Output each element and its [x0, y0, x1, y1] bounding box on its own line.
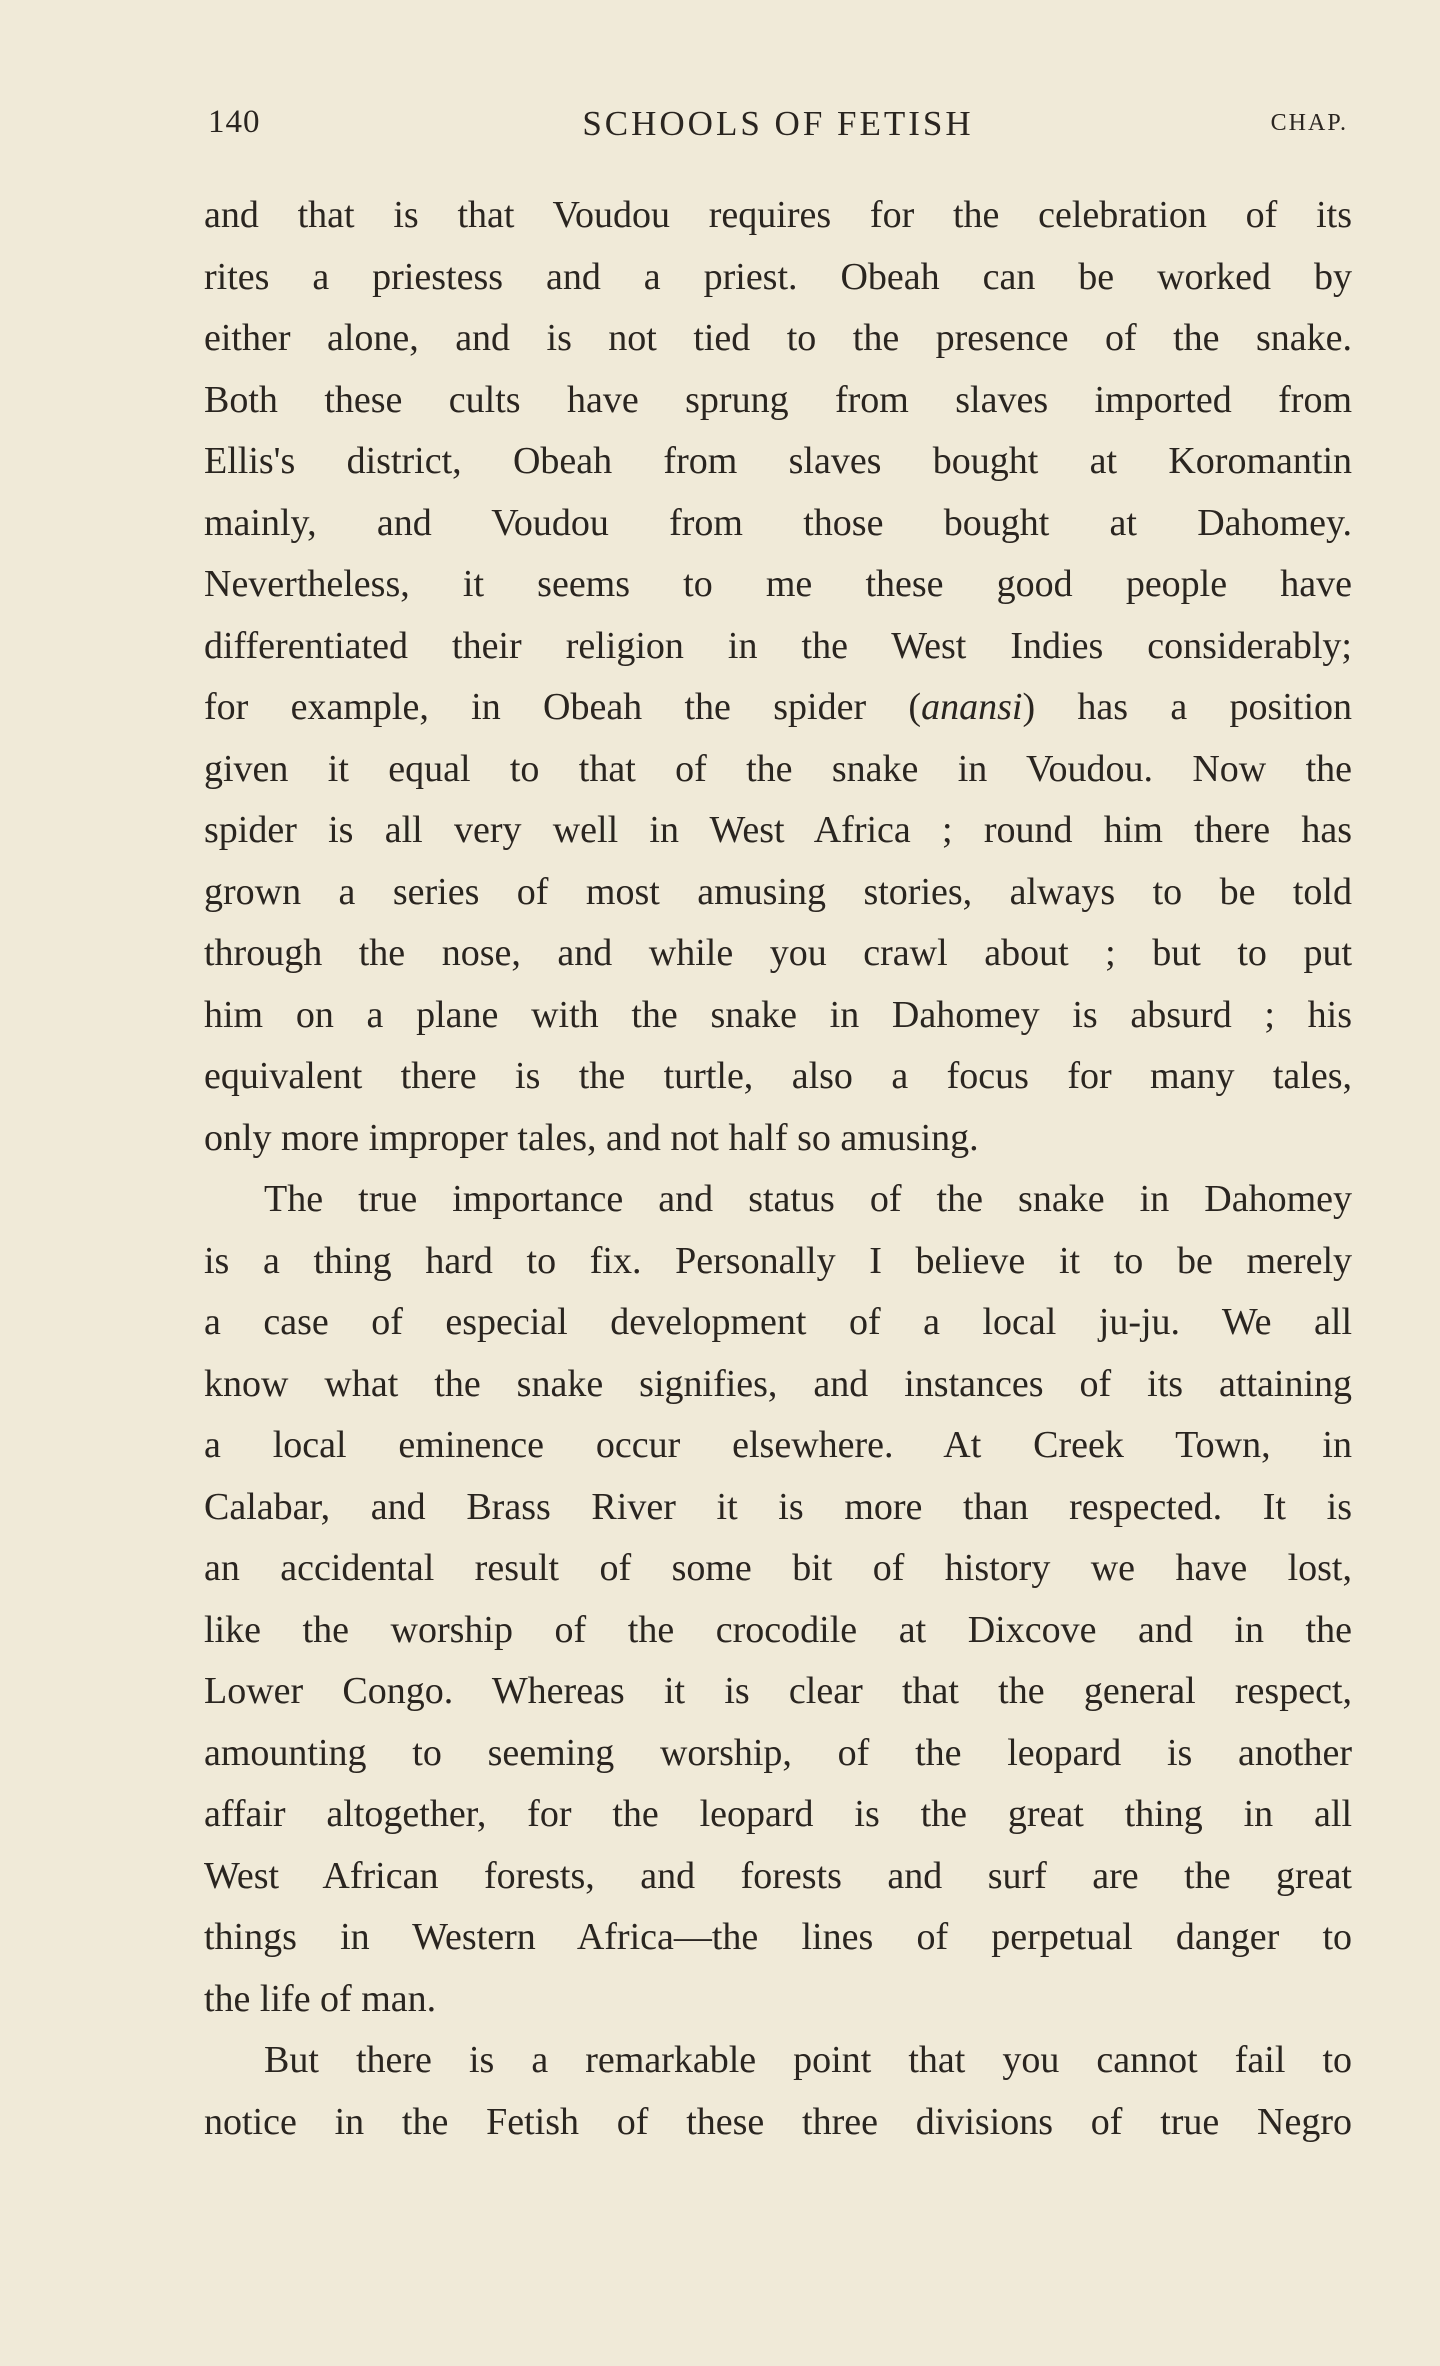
text-line: equivalent there is the turtle, also a focus for many tales,: [204, 1055, 1352, 1097]
text-line: spider is all very well in West Africa ; round him there has: [204, 809, 1352, 851]
text-line: things in Western Africa—the lines of perpetual danger to: [204, 1916, 1352, 1958]
body-text: [204, 185, 1352, 2153]
text-line: rites a priestess and a priest. Obeah can be worked by: [204, 255, 1352, 298]
page-number: 140: [208, 104, 261, 140]
text-line: is a thing hard to fix. Personally I believe it to be merely: [204, 1239, 1352, 1282]
text-line: [204, 677, 1352, 739]
text-line: know what the snake signifies, and instances of its attaining: [204, 1362, 1352, 1405]
text-line: West African forests, and forests and surf are the great: [204, 1854, 1352, 1897]
text-line: a case of especial development of a local ju-ju. We all: [204, 1301, 1352, 1343]
paragraph-start-line: The true importance and status of the snake in Dahomey: [264, 1178, 1352, 1220]
text-line: Nevertheless, it seems to me these good people have: [204, 563, 1352, 605]
text-line: only more improper tales, and not half so amusing.: [204, 1116, 979, 1159]
text-line: either alone, and is not tied to the presence of the snake.: [204, 317, 1352, 359]
italic-term: anansi: [921, 686, 1023, 728]
text-line: Both these cults have sprung from slaves imported from: [204, 378, 1352, 421]
text-line: grown a series of most amusing stories, always to be told: [204, 870, 1352, 913]
text-line: him on a plane with the snake in Dahomey is absurd ; his: [204, 993, 1352, 1036]
text-line: Calabar, and Brass River it is more than respected. It is: [204, 1485, 1352, 1528]
paragraph-start-line: But there is a remarkable point that you cannot fail to: [264, 2039, 1352, 2081]
text-segment: for example, in Obeah the spider (: [204, 686, 922, 728]
text-line: given it equal to that of the snake in Voudou. Now the: [204, 747, 1352, 790]
chapter-abbreviation: CHAP.: [1270, 110, 1348, 136]
text-line: an accidental result of some bit of history we have lost,: [204, 1547, 1352, 1589]
text-line: the life of man.: [204, 1977, 437, 2020]
text-line: differentiated their religion in the West Indies considerably;: [204, 624, 1352, 667]
text-line: Lower Congo. Whereas it is clear that the general respect,: [204, 1670, 1352, 1712]
running-header: [208, 104, 1348, 154]
text-line: and that is that Voudou requires for the celebration of its: [204, 194, 1352, 236]
text-line: notice in the Fetish of these three divisions of true Negro: [204, 2100, 1352, 2143]
text-line: Ellis's district, Obeah from slaves bought at Koromantin: [204, 440, 1352, 482]
running-title: SCHOOLS OF FETISH: [582, 104, 974, 143]
text-line: mainly, and Voudou from those bought at Dahomey.: [204, 501, 1352, 544]
text-line: a local eminence occur elsewhere. At Creek Town, in: [204, 1424, 1352, 1466]
text-line: through the nose, and while you crawl about ; but to put: [204, 932, 1352, 974]
text-segment: ) has a position: [1022, 686, 1353, 728]
text-line: amounting to seeming worship, of the leopard is another: [204, 1731, 1352, 1774]
text-line: affair altogether, for the leopard is the great thing in all: [204, 1793, 1352, 1835]
text-line: like the worship of the crocodile at Dixcove and in the: [204, 1608, 1352, 1651]
